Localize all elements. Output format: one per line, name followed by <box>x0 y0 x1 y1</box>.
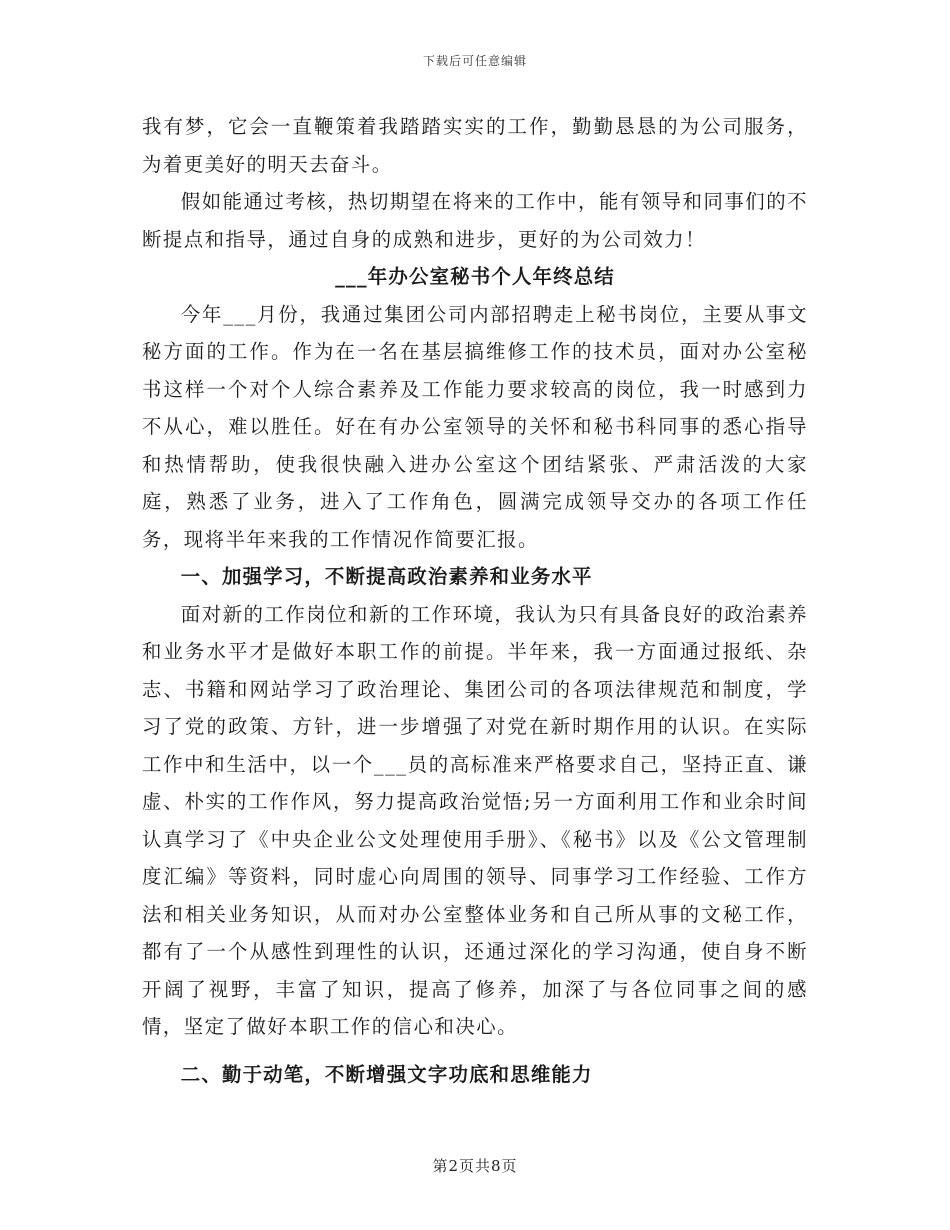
section-heading-1: 一、加强学习，不断提高政治素养和业务水平 <box>180 565 593 588</box>
page-header: 下载后可任意编辑 <box>422 54 527 68</box>
document-body <box>142 108 808 1093</box>
document-title: ___年办公室秘书个人年终总结 <box>335 265 615 288</box>
paragraph-2: 假如能通过考核，热切期望在将来的工作中，能有领导和同事们的不断提点和指导，通过自身的成熟和进步，更好的为公司效力！ <box>142 190 808 251</box>
paragraph-1: 我有梦，它会一直鞭策着我踏踏实实的工作，勤勤恳恳的为公司服务，为着更美好的明天去奋斗。 <box>142 115 808 176</box>
page-number: 第2页共8页 <box>432 1157 518 1175</box>
paragraph-4: 面对新的工作岗位和新的工作环境，我认为只有具备良好的政治素养和业务水平才是做好本职工作的前提。半年来，我一方面通过报纸、杂志、书籍和网站学习了政治理论、集团公司的各项法律规范和制度，学习了党的政策、方针，进一步增强了对党在新时期作用的认识。在实际工作中和生活中，以一个___员的高标准来严格要求自己，坚持正直、谦虚、朴实的工作作风，努力提高政治觉悟;另一方面利用工作和业余时间认真学习了《中央企业公文处理使用手册》、《秘书》以及《公文管理制度汇编》等资料，同时虚心向周围的领导、同事学习工作经验、工作方法和相关业务知识，从而对办公室整体业务和自己所从事的文秘工作，都有了一个从感性到理性的认识，还通过深化的学习沟通，使自身不断开阔了视野，丰富了知识，提高了修养，加深了与各位同事之间的感情，坚定了做好本职工作的信心和决心。 <box>142 602 808 1038</box>
paragraph-3: 今年___月份，我通过集团公司内部招聘走上秘书岗位，主要从事文秘方面的工作。作为在一名在基层搞维修工作的技术员，面对办公室秘书这样一个对个人综合素养及工作能力要求较高的岗位，我一时感到力不从心，难以胜任。好在有办公室领导的关怀和秘书科同事的悉心指导和热情帮助，使我很快融入进办公室这个团结紧张、严肃活泼的大家庭，熟悉了业务，进入了工作角色，圆满完成领导交办的各项工作任务，现将半年来我的工作情况作简要汇报。 <box>142 302 808 551</box>
section-heading-2: 二、勤于动笔，不断增强文字功底和思维能力 <box>180 1062 593 1086</box>
